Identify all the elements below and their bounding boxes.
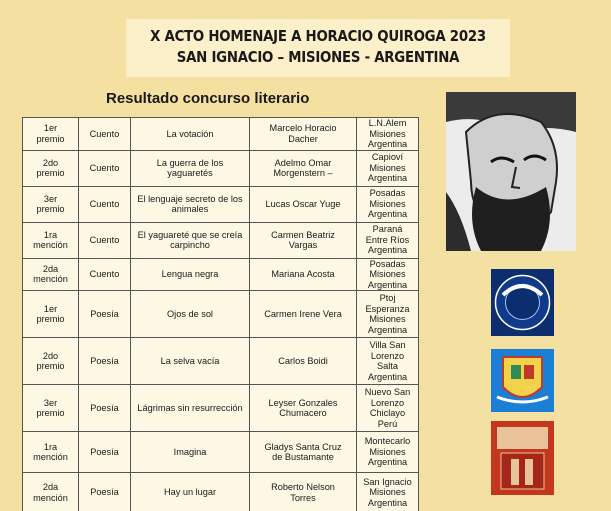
cell-categoria: Poesía [79, 291, 131, 338]
header-location: SAN IGNACIO – MISIONES - ARGENTINA [176, 48, 460, 66]
biblioteca-popular-logo [491, 421, 554, 495]
cell-premio: 3er premio [23, 385, 79, 432]
cell-premio: 2do premio [23, 150, 79, 186]
cell-autor: Carmen Beatriz Vargas [250, 222, 357, 258]
cell-premio: 2da mención [23, 258, 79, 291]
cell-premio: 1er premio [23, 291, 79, 338]
cell-premio: 2da mención [23, 473, 79, 511]
cell-lugar: Paraná Entre Ríos Argentina [357, 222, 419, 258]
cell-titulo: Lengua negra [131, 258, 250, 291]
club-fanaticos-logo [491, 269, 554, 336]
cell-categoria: Poesía [79, 473, 131, 511]
cell-autor: Mariana Acosta [250, 258, 357, 291]
cell-lugar: Villa San Lorenzo Salta Argentina [357, 338, 419, 385]
table-row [23, 258, 419, 291]
cell-categoria: Cuento [79, 150, 131, 186]
cell-lugar: L.N.Alem Misiones Argentina [357, 118, 419, 151]
cell-titulo: La guerra de los yaguaretés [131, 150, 250, 186]
table-row [23, 291, 419, 338]
cell-autor: Adelmo Omar Morgenstern – [250, 150, 357, 186]
cell-lugar: Posadas Misiones Argentina [357, 186, 419, 222]
cell-lugar: Capioví Misiones Argentina [357, 150, 419, 186]
cell-premio: 2do premio [23, 338, 79, 385]
cell-categoria: Poesía [79, 432, 131, 473]
cell-titulo: La selva vacía [131, 338, 250, 385]
table-row [23, 186, 419, 222]
cell-autor: Carlos Boidi [250, 338, 357, 385]
cell-categoria: Cuento [79, 186, 131, 222]
cell-titulo: El yaguareté que se creía carpincho [131, 222, 250, 258]
cell-autor: Lucas Oscar Yuge [250, 186, 357, 222]
table-row [23, 338, 419, 385]
cell-titulo: Hay un lugar [131, 473, 250, 511]
cell-autor: Marcelo Horacio Dacher [250, 118, 357, 151]
header-banner [126, 19, 510, 77]
cell-lugar: Ptoj Esperanza Misiones Argentina [357, 291, 419, 338]
cell-premio: 3er premio [23, 186, 79, 222]
cell-lugar: Posadas Misiones Argentina [357, 258, 419, 291]
cell-premio: 1er premio [23, 118, 79, 151]
cell-categoria: Cuento [79, 222, 131, 258]
cell-categoria: Cuento [79, 118, 131, 151]
cell-categoria: Cuento [79, 258, 131, 291]
cell-premio: 1ra mención [23, 432, 79, 473]
school-crest-logo [491, 349, 554, 412]
table-row [23, 150, 419, 186]
table-row [23, 222, 419, 258]
cell-premio: 1ra mención [23, 222, 79, 258]
cell-categoria: Poesía [79, 385, 131, 432]
cell-titulo: Imagina [131, 432, 250, 473]
cell-titulo: Lágrimas sin resurrección [131, 385, 250, 432]
cell-categoria: Poesía [79, 338, 131, 385]
cell-lugar: Nuevo San Lorenzo Chiclayo Perú [357, 385, 419, 432]
quiroga-portrait [446, 92, 576, 251]
table-row [23, 385, 419, 432]
table-row [23, 432, 419, 473]
table-row [23, 118, 419, 151]
cell-titulo: La votación [131, 118, 250, 151]
header-title: X ACTO HOMENAJE A HORACIO QUIROGA 2023 [150, 27, 486, 45]
cell-autor: Roberto Nelson Torres [250, 473, 357, 511]
results-body [23, 118, 419, 511]
cell-autor: Gladys Santa Cruz de Bustamante [250, 432, 357, 473]
cell-autor: Carmen Irene Vera [250, 291, 357, 338]
cell-lugar: Montecarlo Misiones Argentina [357, 432, 419, 473]
cell-autor: Leyser Gonzales Chumacero [250, 385, 357, 432]
cell-titulo: El lenguaje secreto de los animales [131, 186, 250, 222]
subtitle: Resultado concurso literario [106, 90, 310, 107]
cell-titulo: Ojos de sol [131, 291, 250, 338]
table-row [23, 473, 419, 511]
cell-lugar: San Ignacio Misiones Argentina [357, 473, 419, 511]
results-table [22, 117, 419, 511]
